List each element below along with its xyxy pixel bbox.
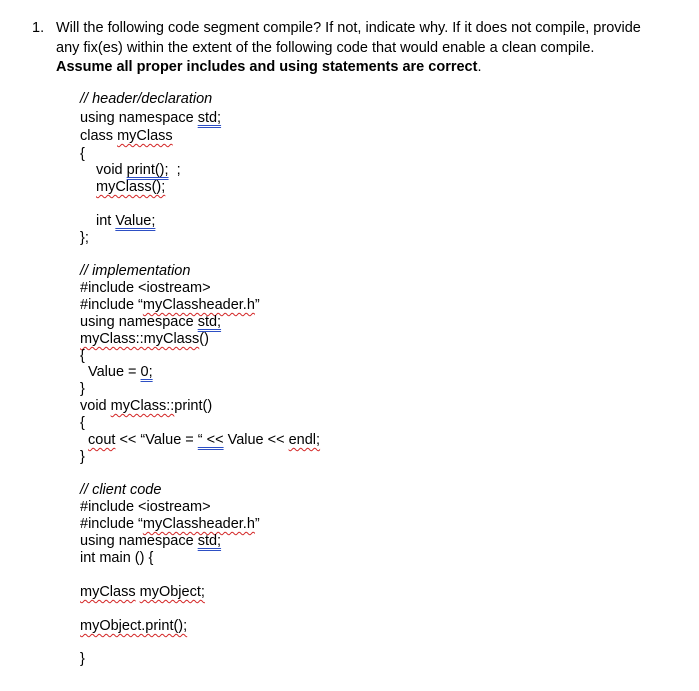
print-open-brace: { [80,415,85,431]
client-using-line: using namespace std; [80,533,222,549]
constructor-definition-line: myClass::myClass() [80,331,209,347]
header-comment: // header/declaration [80,91,213,107]
print-close-brace: } [80,449,85,465]
constructor-declaration-line: myClass(); [96,179,166,195]
impl-include-iostream: #include <iostream> [80,280,211,296]
client-comment: // client code [80,482,162,498]
question-line-2: any fix(es) within the extent of the following code that would enable a clean compile. [56,39,595,56]
question-line-3 [56,58,676,78]
client-include-iostream: #include <iostream> [80,499,211,515]
value-assignment-line: Value = 0; [88,364,153,380]
main-signature-line: int main () { [80,550,154,566]
value-declaration-line: int Value; [96,213,156,229]
client-include-header: #include “myClassheader.h” [80,516,260,532]
impl-using-line: using namespace std; [80,314,222,330]
question-line-1: Will the following code segment compile? If not, indicate why. If it does not compile, provide [56,20,641,36]
print-definition-line: void myClass::print() [80,398,213,414]
constructor-close-brace: } [80,381,85,397]
header-using-line: using namespace std; [80,110,222,126]
impl-include-header: #include “myClassheader.h” [80,297,260,313]
assumption-text: Assume all proper includes and using statements are correct [56,59,478,75]
question-prompt [56,19,676,78]
constructor-open-brace: { [80,348,85,364]
class-declaration-line: class myClass [80,128,173,144]
assumption-period: . [477,59,482,75]
print-declaration-line: void print(); ; [96,162,181,178]
class-open-brace: { [80,146,85,162]
impl-comment: // implementation [80,263,191,279]
object-declaration-line: myClass myObject; [80,584,205,600]
class-close-brace: }; [80,230,89,246]
question-number: 1. [32,20,45,36]
main-close-brace: } [80,651,85,667]
cout-line: cout << “Value = “ << Value << endl; [88,432,321,448]
method-call-line: myObject.print(); [80,618,188,634]
